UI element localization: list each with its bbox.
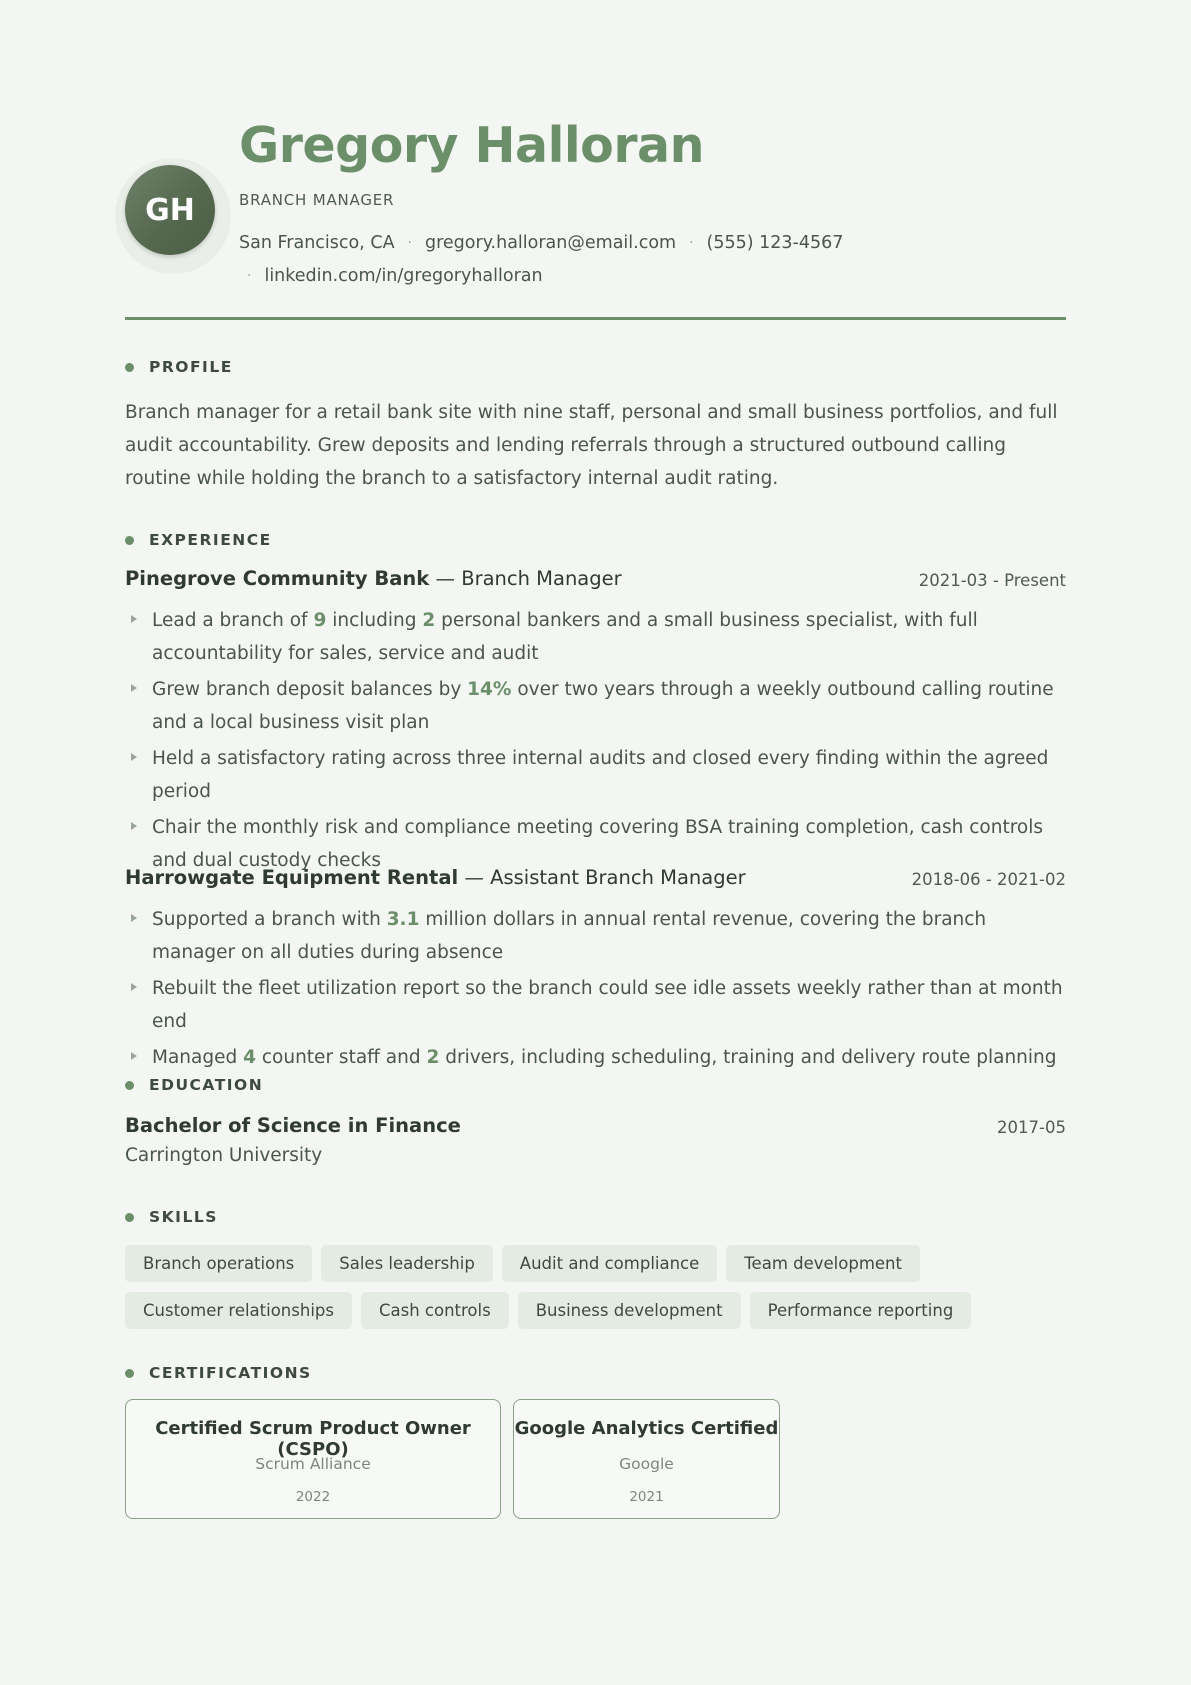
triangle-bullet-icon	[131, 914, 137, 922]
bullet-dot-icon	[125, 363, 134, 372]
job-title-2	[125, 866, 746, 889]
skill-chip: Business development	[518, 1292, 741, 1329]
list-item: Rebuilt the fleet utilization report so the branch could see idle assets weekly rather than at month end	[125, 972, 1066, 1038]
triangle-bullet-icon	[131, 684, 137, 692]
contact-separator: ·	[407, 235, 412, 251]
job-bullets-2	[125, 903, 1066, 1074]
triangle-bullet-icon	[131, 615, 137, 623]
section-heading-certifications	[125, 1364, 312, 1382]
job-dash: —	[458, 866, 491, 889]
job-dates-1: 2021-03 - Present	[918, 571, 1066, 590]
contact-separator: ·	[247, 268, 252, 284]
skill-chip: Performance reporting	[750, 1292, 972, 1329]
contact-linkedin[interactable]: linkedin.com/in/gregoryhalloran	[264, 266, 543, 286]
section-title: PROFILE	[149, 358, 233, 376]
section-title: CERTIFICATIONS	[149, 1364, 312, 1382]
bullet-dot-icon	[125, 1213, 134, 1222]
avatar: GH	[125, 165, 215, 255]
bullet-dot-icon	[125, 1369, 134, 1378]
list-item: Managed 4 counter staff and 2 drivers, including scheduling, training and delivery route planning	[125, 1041, 1066, 1074]
certification-title: Google Analytics Certified	[514, 1418, 779, 1439]
section-title: SKILLS	[149, 1208, 218, 1226]
contact-line-2	[247, 266, 543, 286]
skill-chip: Cash controls	[361, 1292, 509, 1329]
certification-card	[513, 1399, 780, 1519]
job-role: Branch Manager	[461, 567, 622, 590]
skill-chip: Audit and compliance	[502, 1245, 717, 1282]
certification-issuer: Scrum Alliance	[255, 1455, 371, 1473]
certification-year: 2021	[629, 1489, 664, 1505]
contact-location: San Francisco, CA	[239, 233, 395, 253]
job-dash: —	[429, 567, 462, 590]
candidate-role: BRANCH MANAGER	[239, 191, 395, 209]
bullet-dot-icon	[125, 1081, 134, 1090]
triangle-bullet-icon	[131, 753, 137, 761]
certification-title: Certified Scrum Product Owner (CSPO)	[155, 1418, 471, 1460]
skill-chip: Sales leadership	[321, 1245, 493, 1282]
education-school: Carrington University	[125, 1145, 323, 1166]
skills-list	[125, 1245, 1066, 1339]
section-title: EDUCATION	[149, 1076, 264, 1094]
skill-chip: Customer relationships	[125, 1292, 352, 1329]
profile-summary: Branch manager for a retail bank site with nine staff, personal and small business portfolios, and full audit accountability. Grew deposits and lending referrals through a structured outbound calling routine while holding the branch to a satisfactory internal audit rating.	[125, 402, 1058, 489]
list-item: Supported a branch with 3.1 million dollars in annual rental revenue, covering the branch manager on all duties during absence	[125, 903, 1066, 969]
job-dates-2: 2018-06 - 2021-02	[911, 870, 1066, 889]
candidate-name: Gregory Halloran	[239, 117, 704, 174]
education-date: 2017-05	[997, 1118, 1066, 1137]
header-divider	[125, 317, 1066, 320]
job-role: Assistant Branch Manager	[490, 866, 746, 889]
contact-email[interactable]: gregory.halloran@email.com	[425, 233, 677, 253]
skill-chip: Team development	[726, 1245, 920, 1282]
section-heading-education	[125, 1076, 263, 1094]
education-degree: Bachelor of Science in Finance	[125, 1114, 461, 1137]
certification-year: 2022	[295, 1489, 331, 1505]
section-title: EXPERIENCE	[149, 531, 272, 549]
section-heading-skills	[125, 1208, 218, 1226]
list-item: Grew branch deposit balances by 14% over two years through a weekly outbound calling routine and a local business visit plan	[125, 673, 1066, 739]
list-item: Lead a branch of 9 including 2 personal bankers and a small business specialist, with full accountability for sales, service and audit	[125, 604, 1066, 670]
list-item: Held a satisfactory rating across three internal audits and closed every finding within the agreed period	[125, 742, 1066, 808]
section-heading-experience	[125, 531, 272, 549]
contact-line-1	[239, 233, 843, 253]
contact-separator: ·	[689, 235, 694, 251]
triangle-bullet-icon	[131, 983, 137, 991]
certification-card	[125, 1399, 501, 1519]
job-bullets-1	[125, 604, 1066, 877]
job-org: Harrowgate Equipment Rental	[125, 866, 459, 889]
skill-chip: Branch operations	[125, 1245, 312, 1282]
job-title-1	[125, 567, 622, 590]
triangle-bullet-icon	[131, 1052, 137, 1060]
certification-issuer: Google	[619, 1455, 674, 1473]
bullet-dot-icon	[125, 536, 134, 545]
job-org: Pinegrove Community Bank	[125, 567, 430, 590]
contact-phone[interactable]: (555) 123-4567	[706, 233, 844, 253]
triangle-bullet-icon	[131, 822, 137, 830]
list-item: Chair the monthly risk and compliance meeting covering BSA training completion, cash controls and dual custody checks	[125, 811, 1066, 877]
section-heading-profile	[125, 358, 233, 376]
